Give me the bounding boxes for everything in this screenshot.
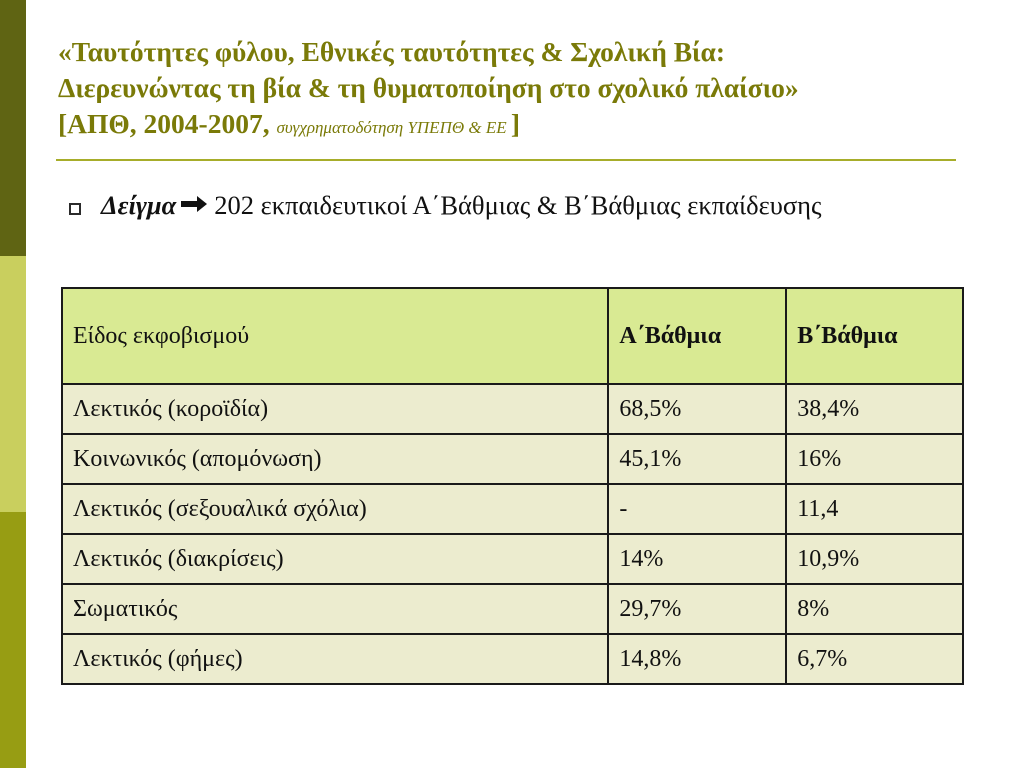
cell-secondary: 11,4 [786, 484, 963, 534]
cell-type: Λεκτικός (κοροϊδία) [62, 384, 608, 434]
sample-label: Δείγμα [101, 190, 177, 220]
cell-secondary: 6,7% [786, 634, 963, 684]
square-bullet-icon [69, 203, 81, 215]
title-line-3 [58, 106, 958, 146]
cell-primary: - [608, 484, 786, 534]
cell-secondary: 8% [786, 584, 963, 634]
header-secondary: Β΄Βάθμια [786, 288, 963, 384]
cell-type: Λεκτικός (φήμες) [62, 634, 608, 684]
accent-segment-light [0, 256, 26, 512]
bullying-table [61, 287, 964, 685]
cell-secondary: 38,4% [786, 384, 963, 434]
cell-primary: 14% [608, 534, 786, 584]
table-row [62, 434, 963, 484]
table-row [62, 584, 963, 634]
cell-primary: 68,5% [608, 384, 786, 434]
cell-primary: 45,1% [608, 434, 786, 484]
title-line-3-small: συγχρηματοδότηση ΥΠΕΠΘ & ΕΕ [276, 118, 511, 137]
cell-primary: 29,7% [608, 584, 786, 634]
cell-secondary: 16% [786, 434, 963, 484]
cell-secondary: 10,9% [786, 534, 963, 584]
cell-type: Κοινωνικός (απομόνωση) [62, 434, 608, 484]
header-bullying-type: Είδος εκφοβισμού [62, 288, 608, 384]
left-accent-bar [0, 0, 26, 768]
cell-type: Σωματικός [62, 584, 608, 634]
title-line-3-main: [ΑΠΘ, 2004-2007, [58, 108, 277, 139]
slide-title [58, 34, 958, 146]
table-row [62, 484, 963, 534]
header-primary: Α΄Βάθμια [608, 288, 786, 384]
accent-segment-dark [0, 0, 26, 256]
table-row [62, 384, 963, 434]
title-line-2: Διερευνώντας τη βία & τη θυματοποίηση στο σχολικό πλαίσιο» [58, 72, 799, 103]
right-arrow-icon [180, 196, 208, 212]
title-divider [56, 159, 956, 161]
cell-primary: 14,8% [608, 634, 786, 684]
table-row [62, 634, 963, 684]
accent-segment-mid [0, 512, 26, 768]
title-line-3-end: ] [510, 108, 521, 139]
cell-type: Λεκτικός (διακρίσεις) [62, 534, 608, 584]
sample-bullet [101, 187, 861, 224]
title-line-1: «Ταυτότητες φύλου, Εθνικές ταυτότητες & Σχολική Βία: [58, 36, 726, 67]
cell-type: Λεκτικός (σεξουαλικά σχόλια) [62, 484, 608, 534]
table-row [62, 534, 963, 584]
table-header-row [62, 288, 963, 384]
sample-text: 202 εκπαιδευτικοί Α΄Βάθμιας & Β΄Βάθμιας εκπαίδευσης [214, 190, 822, 220]
